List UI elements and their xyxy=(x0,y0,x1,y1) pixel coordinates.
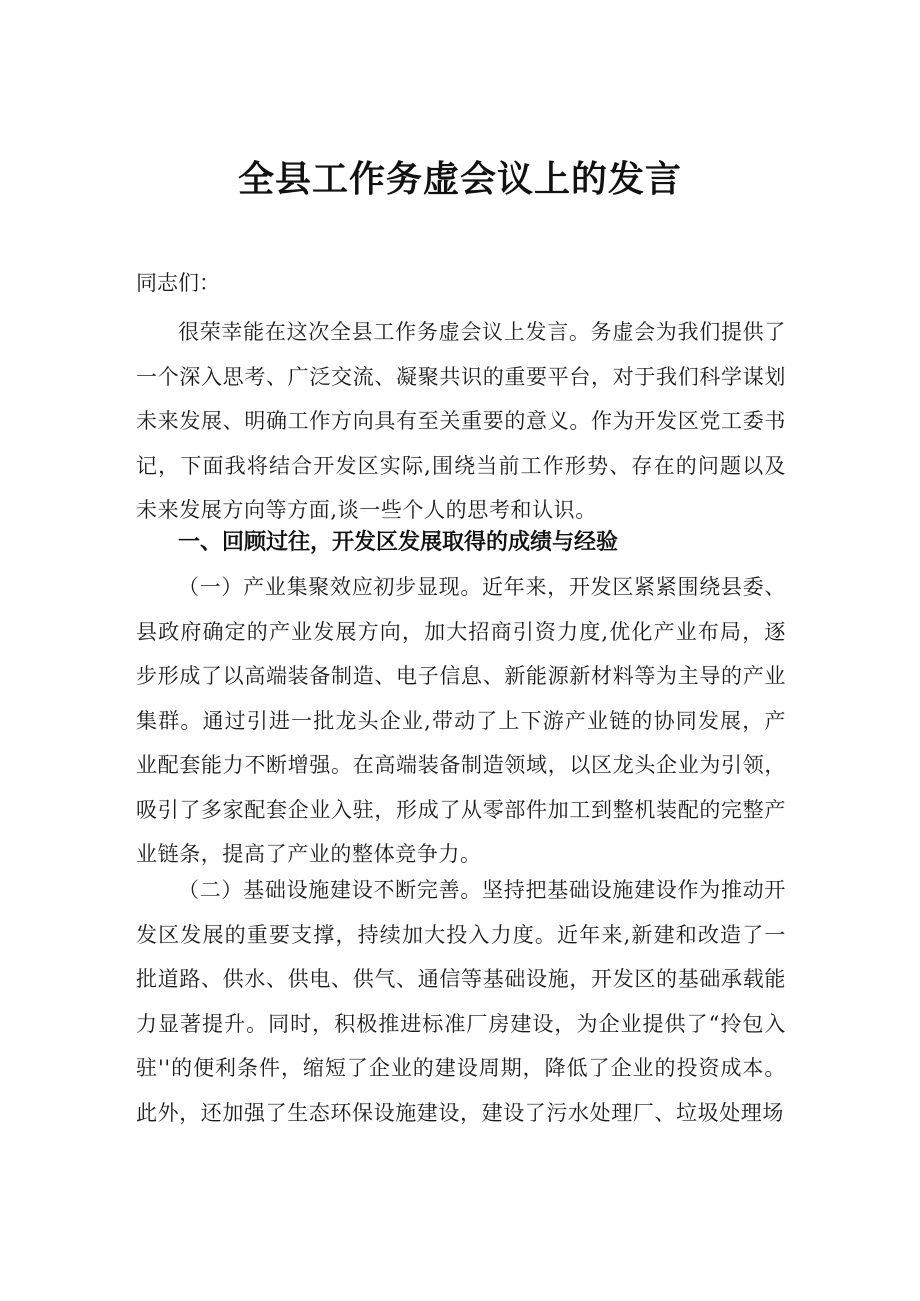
section-paragraph-industry: （一）产业集聚效应初步显现。近年来，开发区紧紧围绕县委、县政府确定的产业发展方向，加大招商引资力度,优化产业布局，逐步形成了以高端装备制造、电子信息、新能源新材料等为主导的产业集群。通过引进一批龙头企业,带动了上下游产业链的协同发展，产业配套能力不断增强。在高端装备制造领域，以区龙头企业为引领，吸引了多家配套企业入驻，形成了从零部件加工到整机装配的完整产业链条，提高了产业的整体竞争力。 xyxy=(136,575,786,866)
intro-paragraph: 很荣幸能在这次全县工作务虚会议上发言。务虚会为我们提供了一个深入思考、广泛交流、凝聚共识的重要平台，对于我们科学谋划未来发展、明确工作方向具有至关重要的意义。作为开发区党工委书记，下面我将结合开发区实际,围绕当前工作形势、存在的问题以及未来发展方向等方面,谈一些个人的思考和认识。 xyxy=(136,320,786,522)
salutation: 同志们： xyxy=(136,271,220,295)
section-heading: 一、回顾过往，开发区发展取得的成绩与经验 xyxy=(178,530,619,555)
section-paragraph-infrastructure: （二）基础设施建设不断完善。坚持把基础设施建设作为推动开发区发展的重要支撑，持续加大投入力度。近年来,新建和改造了一批道路、供水、供电、供气、通信等基础设施，开发区的基础承载能力显著提升。同时，积极推进标准厂房建设，为企业提供了“拎包入驻''的便利条件，缩短了企业的建设周期，降低了企业的投资成本。此外，还加强了生态环保设施建设，建设了污水处理厂、垃圾处理场 xyxy=(136,878,786,1125)
document-title: 全县工作务虚会议上的发言 xyxy=(237,159,682,200)
